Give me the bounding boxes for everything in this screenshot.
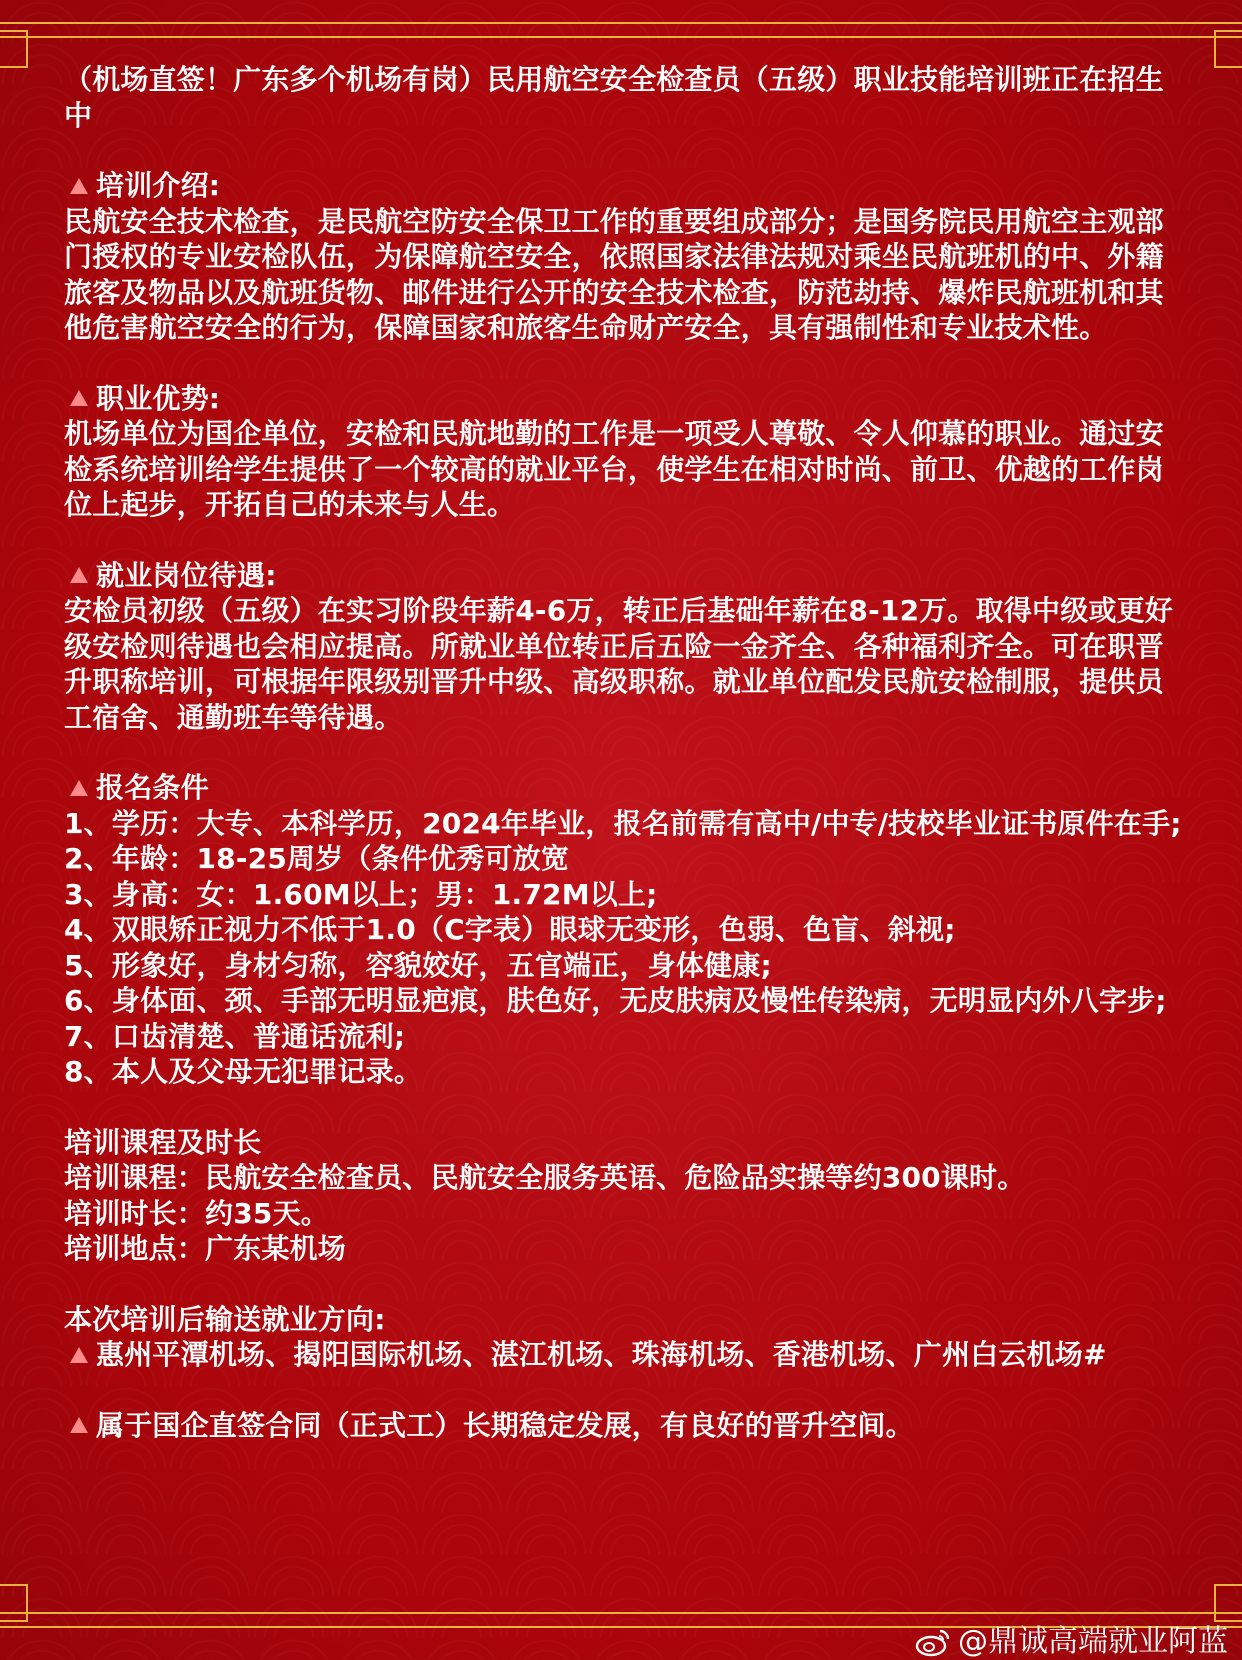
section-heading-intro: 培训介绍: xyxy=(64,168,1184,204)
section-body-benefits: 安检员初级（五级）在实习阶段年薪4-6万，转正后基础年薪在8-12万。取得中级或更好级安检则待遇也会相应提高。所就业单位转正后五险一金齐全、各种福利齐全。可在职晋升职称培训，可根据年限级别晋升中级、高级职称。就业单位配发民航安检制服，提供员工宿舍、通勤班车等待遇。 xyxy=(64,594,1174,734)
section-body-intro: 民航安全技术检查，是民航空防安全保卫工作的重要组成部分；是国务院民用航空主观部门授权的专业安检队伍，为保障航空安全，依照国家法律法规对乘坐民航班机的中、外籍旅客及物品以及航班货物、邮件进行公开的安全技术检查，防范劫持、爆炸民航班机和其他危害航空安全的行为，保障国家和旅客生命财产安全，具有强制性和专业技术性。 xyxy=(64,204,1164,344)
section-heading-course: 培训课程及时长 xyxy=(64,1125,262,1159)
direction-airports: 惠州平潭机场、揭阳国际机场、湛江机场、珠海机场、香港机场、广州白云机场# xyxy=(64,1337,1184,1373)
condition-item: 8、本人及父母无犯罪记录。 xyxy=(64,1055,423,1088)
triangle-icon xyxy=(70,1347,88,1363)
condition-item: 6、身体面、颈、手部无明显疤痕，肤色好，无皮肤病及慢性传染病，无明显内外八字步; xyxy=(64,984,1167,1017)
weibo-icon xyxy=(914,1627,952,1657)
condition-item: 2、年龄：18-25周岁（条件优秀可放宽 xyxy=(64,842,570,875)
section-heading-advantage: 职业优势: xyxy=(64,381,1184,417)
section-heading-direction: 本次培训后输送就业方向: xyxy=(64,1302,386,1336)
direction-contract: 属于国企直签合同（正式工）长期稳定发展，有良好的晋升空间。 xyxy=(64,1408,1184,1444)
section-body-advantage: 机场单位为国企单位，安检和民航地勤的工作是一项受人尊敬、令人仰慕的职业。通过安检系统培训给学生提供了一个较高的就业平台，使学生在相对时尚、前卫、优越的工作岗位上起步，开拓自己的未来与人生。 xyxy=(64,417,1164,521)
course-line: 培训课程：民航安全检查员、民航安全服务英语、危险品实操等约300课时。 xyxy=(64,1161,1026,1194)
condition-item: 5、形象好，身材匀称，容貌姣好，五官端正，身体健康; xyxy=(64,948,772,982)
triangle-icon xyxy=(70,1417,88,1433)
corner-ornament xyxy=(1214,1584,1242,1622)
triangle-icon xyxy=(70,780,88,796)
top-border xyxy=(0,22,1242,38)
poster-content xyxy=(64,62,1184,1443)
triangle-icon xyxy=(70,178,88,194)
triangle-icon xyxy=(70,567,88,583)
section-heading-conditions: 报名条件 xyxy=(64,770,1184,806)
watermark xyxy=(914,1626,1228,1658)
condition-item: 4、双眼矫正视力不低于1.0（C字表）眼球无变形，色弱、色盲、斜视; xyxy=(64,913,956,946)
condition-item: 3、身高：女：1.60M以上；男：1.72M以上; xyxy=(64,877,658,911)
page-title: （机场直签！广东多个机场有岗）民用航空安全检查员（五级）职业技能培训班正在招生中 xyxy=(64,63,1164,132)
course-line: 培训时长：约35天。 xyxy=(64,1196,329,1230)
section-heading-benefits: 就业岗位待遇: xyxy=(64,558,1184,594)
corner-ornament xyxy=(1214,30,1242,68)
corner-ornament xyxy=(0,30,28,68)
corner-ornament xyxy=(0,1584,28,1622)
triangle-icon xyxy=(70,390,88,406)
watermark-text: @鼎诚高端就业阿蓝 xyxy=(958,1624,1228,1659)
course-line: 培训地点：广东某机场 xyxy=(64,1232,347,1265)
condition-item: 7、口齿清楚、普通话流利; xyxy=(64,1019,406,1053)
condition-item: 1、学历：大专、本科学历，2024年毕业，报名前需有高中/中专/技校毕业证书原件在手; xyxy=(64,806,1182,840)
